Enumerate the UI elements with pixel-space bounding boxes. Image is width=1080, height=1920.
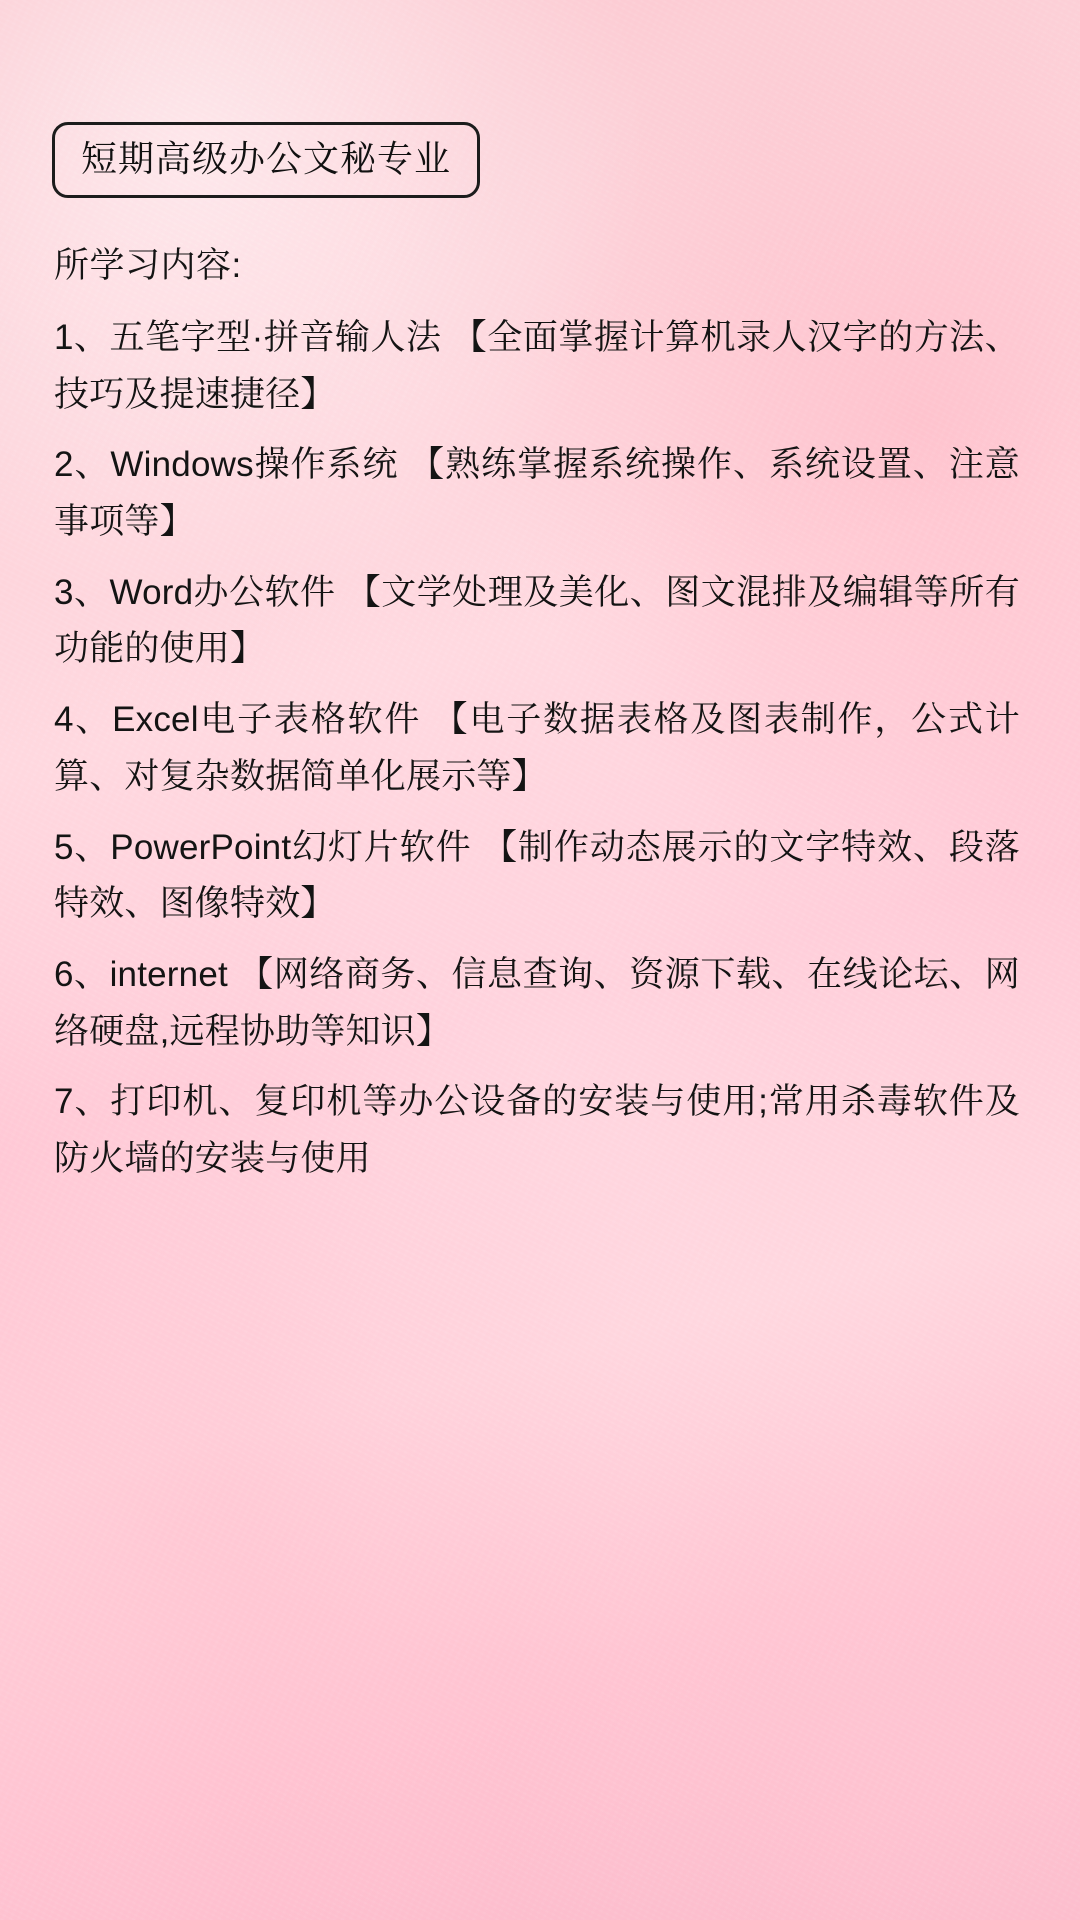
list-item: 1、五笔字型·拼音输人法 【全面掌握计算机录人汉字的方法、技巧及提速捷径】 bbox=[54, 318, 1020, 414]
list-item: 4、Excel电子表格软件 【电子数据表格及图表制作，公式计算、对复杂数据简单化展示等】 bbox=[54, 700, 1020, 796]
list-item: 6、internet 【网络商务、信息查询、资源下载、在线论坛、网络硬盘,远程协助等知识】 bbox=[54, 954, 1020, 1051]
list-item: 5、PowerPoint幻灯片软件 【制作动态展示的文字特效、段落特效、图像特效】 bbox=[54, 827, 1020, 924]
section-subtitle: 所学习内容: bbox=[54, 246, 242, 285]
title-badge bbox=[52, 122, 480, 198]
list-item: 3、Word办公软件 【文学处理及美化、图文混排及编辑等所有功能的使用】 bbox=[54, 572, 1020, 669]
page-title: 短期高级办公文秘专业 bbox=[81, 138, 452, 179]
list-item: 2、Windows操作系统 【熟练掌握系统操作、系统设置、注意事项等】 bbox=[54, 445, 1020, 542]
list-item: 7、打印机、复印机等办公设备的安装与使用;常用杀毒软件及防火墙的安装与使用 bbox=[54, 1082, 1020, 1178]
